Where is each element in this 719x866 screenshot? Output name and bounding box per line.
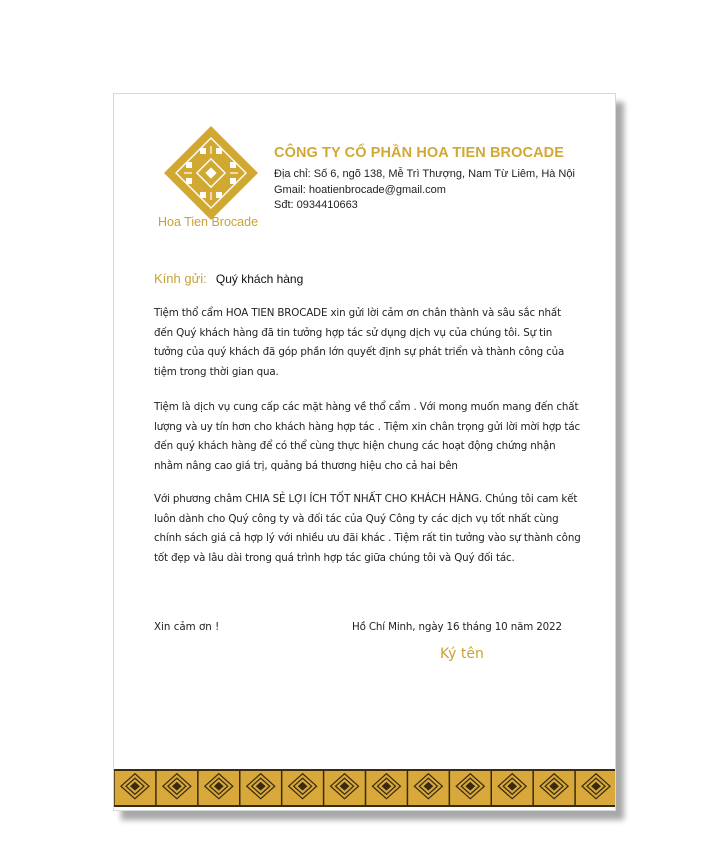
company-email: Gmail: hoatienbrocade@gmail.com (274, 184, 446, 196)
company-address: Địa chỉ: Số 6, ngõ 138, Mễ Trì Thượng, Nam Từ Liêm, Hà Nội (274, 168, 575, 180)
body-paragraph-1: Tiệm thổ cẩm HOA TIEN BROCADE xin gửi lời cảm ơn chân thành và sâu sắc nhất đến Quý khách hàng đã tin tưởng hợp tác sử dụng dịch vụ của chúng tôi. Sự tin tưởng của quý khách đã góp phần lớn quyết định sự phát triển và thành công của tiệm trong thời gian qua. (154, 307, 565, 378)
pattern-tile (114, 771, 149, 805)
pattern-tile (156, 771, 191, 805)
greeting-label: Kính gửi: (154, 271, 207, 286)
signature-label: Ký tên (440, 646, 484, 662)
pattern-tile (575, 771, 610, 805)
pattern-tile (282, 771, 317, 805)
greeting-line (154, 268, 303, 287)
pattern-tile (324, 771, 359, 805)
pattern-tile (240, 771, 275, 805)
pattern-tile (198, 771, 233, 805)
brocade-logo-icon (162, 124, 260, 222)
letter-page (113, 93, 616, 811)
company-name: CÔNG TY CỔ PHẦN HOA TIEN BROCADE (274, 145, 564, 161)
logo-caption: Hoa Tien Brocade (157, 215, 259, 229)
closing-thanks: Xin cảm ơn ! (154, 621, 220, 633)
body-paragraph-2: Tiệm là dịch vụ cung cấp các mặt hàng về thổ cẩm . Với mong muốn mang đến chất lượng và uy tín hơn cho khách hàng hợp tác . Tiệm xin chân trọng gửi lời mời hợp tác đến quý khách hàng để có thể cùng thực hiện chung các hoạt động chứng nhận nhằm nâng cao giá trị, quảng bá thương hiệu cho cả hai bên (154, 401, 580, 472)
pattern-tile (533, 771, 568, 805)
brocade-border-pattern (114, 769, 616, 807)
closing-place-date: Hồ Chí Minh, ngày 16 tháng 10 năm 2022 (352, 621, 562, 633)
pattern-tile (449, 771, 484, 805)
pattern-tile (407, 771, 442, 805)
pattern-tile (491, 771, 526, 805)
pattern-tile (366, 771, 401, 805)
body-paragraph-3: Với phương châm CHIA SẺ LỢI ÍCH TỐT NHẤT CHO KHÁCH HÀNG. Chúng tôi cam kết luôn dành cho Quý công ty và đối tác của Quý Công ty các dịch vụ tốt nhất cùng chính sách giá cả hợp lý với nhiều ưu đãi khác . Tiệm rất tin tưởng vào sự thành công tốt đẹp và lâu dài trong quá trình hợp tác giữa chúng tôi và Quý đối tác. (154, 493, 581, 564)
greeting-recipient: Quý khách hàng (215, 272, 304, 286)
company-phone: Sđt: 0934410663 (274, 199, 358, 211)
